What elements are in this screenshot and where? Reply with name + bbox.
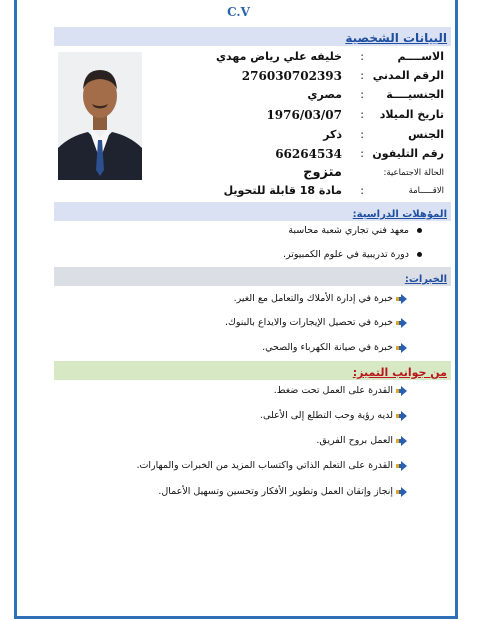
- arrow-bullet-icon: [396, 487, 407, 497]
- birthdate-value: 1976/03/07: [266, 108, 342, 122]
- profile-photo: [58, 52, 142, 180]
- experience-text: خبرة في إدارة الأملاك والتعامل مع الغير.: [233, 293, 393, 304]
- qualification-text: معهد فني تجاري شعبة محاسبة: [288, 225, 409, 236]
- list-item: [47, 292, 407, 306]
- strength-text: القدرة على العمل تحت ضغط.: [273, 385, 393, 396]
- phone-label: رقم التليفون: [372, 147, 444, 160]
- arrow-bullet-icon: [396, 343, 407, 353]
- list-item: [62, 248, 422, 262]
- list-item: [47, 434, 407, 448]
- civil-id-label: الرقم المدني: [372, 69, 444, 82]
- bullet-dot: [417, 252, 422, 257]
- colon: :: [360, 50, 364, 63]
- name-value: خليفه علي رياض مهدي: [215, 50, 342, 63]
- list-item: [37, 485, 407, 499]
- colon: :: [360, 108, 364, 121]
- strength-text: إنجاز وإتقان العمل وتطوير الأفكار وتحسين وتسهيل الأعمال.: [158, 486, 393, 497]
- colon: :: [360, 128, 364, 141]
- name-label: الاســــم: [397, 50, 444, 63]
- info-row-nationality: [150, 86, 444, 104]
- info-row-name: [150, 48, 444, 66]
- phone-value: 66264534: [275, 147, 342, 161]
- arrow-bullet-icon: [396, 318, 407, 328]
- list-item: [47, 384, 407, 398]
- list-item: [47, 341, 407, 355]
- qualification-text: دورة تدريبية في علوم الكمبيوتر.: [282, 249, 409, 260]
- residency-value: مادة 18 قابلة للتحويل: [223, 184, 342, 197]
- list-item: [37, 459, 407, 473]
- personal-section-title: البيانات الشخصية: [345, 31, 447, 45]
- strength-text: العمل بروح الفريق.: [316, 435, 393, 446]
- bullet-dot: [417, 228, 422, 233]
- birthdate-label: تاريخ الميلاد: [379, 108, 444, 121]
- arrow-bullet-icon: [396, 294, 407, 304]
- arrow-bullet-icon: [396, 411, 407, 421]
- info-row-phone: [150, 145, 444, 163]
- residency-label: الاقـــــامة: [408, 186, 444, 196]
- arrow-bullet-icon: [396, 386, 407, 396]
- cv-label: C.V: [227, 5, 250, 19]
- experience-text: خبرة في تحصيل الإيجارات والايداع بالبنوك.: [225, 317, 393, 328]
- info-row-gender: [150, 126, 444, 144]
- strengths-section-header: [54, 361, 451, 380]
- marital-status-label: الحالة الاجتماعية:: [383, 168, 444, 178]
- strength-text: لديه رؤية وحب التطلع إلى الأعلى.: [259, 410, 393, 421]
- info-row-birthdate: [150, 106, 444, 124]
- gender-value: ذكر: [323, 128, 342, 141]
- qualifications-section-title: المؤهلات الدراسية:: [352, 209, 447, 220]
- list-item: [47, 316, 407, 330]
- strength-text: القدرة على التعلم الذاتي واكتساب المزيد من الخبرات والمهارات.: [136, 460, 393, 471]
- info-row-residency: [150, 182, 444, 200]
- civil-id-value: 276030702393: [241, 69, 342, 83]
- nationality-label: الجنسيــــة: [386, 88, 444, 101]
- personal-section-header: [54, 27, 451, 46]
- info-row-marital-status: [150, 164, 444, 182]
- marital-status-value: متزوج: [303, 165, 342, 180]
- colon: :: [360, 88, 364, 101]
- experience-text: خبرة في صيانة الكهرباء والصحي.: [262, 342, 393, 353]
- colon: :: [360, 69, 364, 82]
- list-item: [62, 224, 422, 238]
- list-item: [47, 409, 407, 423]
- experience-section-title: الخبرات:: [404, 274, 447, 285]
- nationality-value: مصري: [307, 88, 342, 101]
- colon: :: [360, 184, 364, 197]
- qualifications-section-header: [54, 202, 451, 221]
- info-row-civil-id: [150, 67, 444, 85]
- colon: :: [360, 147, 364, 160]
- arrow-bullet-icon: [396, 436, 407, 446]
- gender-label: الجنس: [408, 128, 444, 141]
- strengths-section-title: من جوانب التميز:: [352, 366, 447, 379]
- arrow-bullet-icon: [396, 461, 407, 471]
- experience-section-header: [54, 267, 451, 286]
